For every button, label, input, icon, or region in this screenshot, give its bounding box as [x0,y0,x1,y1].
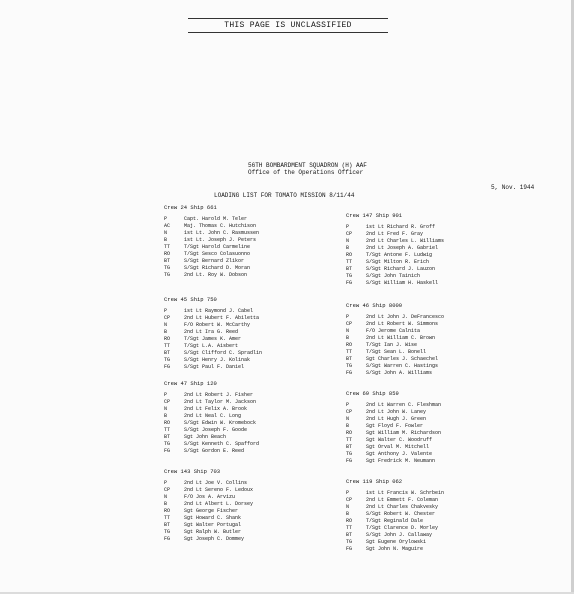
crew-position: RO [164,251,171,257]
crew-position: TT [164,427,171,433]
crew-position: FG [346,546,353,552]
crew-member-row [346,430,526,437]
crew-position: TG [164,441,171,447]
crew-heading: Crew 147 Ship 901 [346,212,403,219]
crew-name: F/O Jos A. Arvizu [184,494,236,500]
crew-position: BT [346,444,353,450]
crew-name: Sgt John N. Maguire [366,546,424,552]
crew-member-row [164,529,334,536]
crew-position: N [346,504,350,510]
crew-member-row [164,322,334,329]
crew-name: Sgt Howard C. Shank [184,515,242,521]
crew-name: S/Sgt John A. Williams [366,370,433,376]
crew-position: FG [164,448,171,454]
crew-name: 2nd Lt Fred F. Gray [366,231,424,237]
crew-position: P [346,402,350,408]
crew-member-row [346,518,526,525]
crew-position: N [164,406,168,412]
crew-member-row [346,437,526,444]
crew-name: S/Sgt Bernard Zlikor [184,258,245,264]
crew-name: Sgt Fredrick M. Neumann [366,458,436,464]
office-line: Office of the Operations Officer [248,169,364,176]
crew-position: BT [164,522,171,528]
banner-bottom-rule [188,32,388,33]
crew-member-row [164,216,334,223]
crew-name: 2nd Lt Robert W. Simmons [366,321,439,327]
crew-member-row [164,237,334,244]
crew-member-row [346,280,526,287]
crew-name: 2nd Lt Albert L. Dorsey [184,501,254,507]
crew-name: 2nd Lt Joseph A. Gabriel [366,245,439,251]
crew-block [164,204,334,279]
crew-name: 2nd Lt Taylor M. Jackson [184,399,257,405]
crew-name: S/Sgt Clifford C. Spradlin [184,350,263,356]
crew-position: N [164,322,168,328]
crew-position: BT [346,356,353,362]
crew-position: N [164,230,168,236]
crew-member-row [164,515,334,522]
crew-position: BT [346,266,353,272]
crew-position: TT [346,525,353,531]
crew-name: T/Sgt Antone F. Ludwig [366,252,433,258]
crew-member-row [346,409,526,416]
crew-member-row [346,511,526,518]
crew-block [164,296,334,371]
crew-name: 2nd Lt Sereno F. Ledoux [184,487,254,493]
crew-name: 2nd Lt Emmett F. Coleman [366,497,439,503]
crew-name: T/Sgt Sean L. Bonell [366,349,427,355]
crew-member-row [346,224,526,231]
crew-position: TT [346,349,353,355]
crew-name: 2nd Lt Neal C. Long [184,413,242,419]
crew-position: P [164,216,168,222]
crew-member-row [164,487,334,494]
crew-member-row [164,501,334,508]
crew-position: RO [346,518,353,524]
crew-member-row [164,441,334,448]
crew-position: B [164,413,168,419]
crew-block [346,302,526,377]
crew-member-row [164,357,334,364]
crew-member-row [164,364,334,371]
crew-heading: Crew 143 Ship 703 [164,468,221,475]
crew-name: S/Sgt Joseph F. Goode [184,427,248,433]
crew-name: S/Sgt Edwin W. Kromebock [184,420,257,426]
crew-name: Sgt Charles J. Schaechel [366,356,439,362]
crew-position: TT [164,244,171,250]
crew-name: S/Sgt Milton R. Erich [366,259,430,265]
crew-name: 1st Lt. Joseph J. Peters [184,237,257,243]
crew-name: Sgt Walter Portugal [184,522,242,528]
crew-member-row [346,416,526,423]
crew-position: N [164,494,168,500]
crew-position: FG [346,370,353,376]
crew-position: FG [346,458,353,464]
crew-position: BT [346,532,353,538]
crew-name: S/Sgt Robert W. Chester [366,511,436,517]
crew-member-row [164,329,334,336]
crew-name: 1st Lt. John C. Rasmussen [184,230,260,236]
crew-name: Sgt Anthony J. Valente [366,451,433,457]
crew-position: RO [346,342,353,348]
crew-position: CP [346,497,353,503]
crew-position: TT [346,437,353,443]
crew-member-row [164,315,334,322]
crew-member-row [346,321,526,328]
crew-position: RO [164,420,171,426]
crew-member-row [164,308,334,315]
crew-member-row [346,451,526,458]
crew-name: T/Sgt Harold Carmeline [184,244,251,250]
crew-position: BT [164,258,171,264]
document-title: LOADING LIST FOR TOMATO MISSION 8/11/44 [214,192,355,199]
crew-member-row [164,258,334,265]
crew-position: P [164,392,168,398]
crew-member-row [164,336,334,343]
crew-name: Sgt Ralph W. Butler [184,529,242,535]
crew-name: 1st Lt Raymond J. Cabel [184,308,254,314]
crew-member-row [164,343,334,350]
banner-top-rule [188,18,388,19]
crew-member-row [164,230,334,237]
crew-position: RO [164,508,171,514]
crew-name: S/Sgt William H. Haskell [366,280,439,286]
crew-name: 2nd Lt John W. Laney [366,409,427,415]
crew-name: T/Sgt Sesco Colasuonno [184,251,251,257]
crew-position: TG [164,265,171,271]
crew-member-row [346,328,526,335]
crew-member-row [164,448,334,455]
crew-name: 2nd Lt Hugh J. Green [366,416,427,422]
crew-position: B [164,501,168,507]
crew-name: 1st Lt Richard R. Groff [366,224,436,230]
crew-position: FG [164,364,171,370]
crew-member-row [346,231,526,238]
crew-member-row [346,245,526,252]
crew-name: T/Sgt Clarence D. Morley [366,525,439,531]
crew-position: TG [346,539,353,545]
crew-name: 2nd Lt William C. Brown [366,335,436,341]
crew-name: T/Sgt Reginald Dale [366,518,424,524]
crew-heading: Crew 69 Ship 859 [346,390,399,397]
crew-member-row [346,238,526,245]
crew-position: P [346,224,350,230]
crew-position: CP [164,399,171,405]
crew-name: 2nd Lt Robert J. Fisher [184,392,254,398]
crew-position: P [164,480,168,486]
crew-member-row [346,497,526,504]
crew-position: RO [164,336,171,342]
crew-member-row [346,349,526,356]
crew-member-row [346,525,526,532]
crew-name: 2nd Lt Joe V. Collins [184,480,248,486]
crew-member-row [164,399,334,406]
crew-position: N [346,328,350,334]
crew-position: B [346,423,350,429]
crew-block [164,380,334,455]
crew-name: 2nd Lt Charles L. Williams [366,238,445,244]
crew-position: FG [164,536,171,542]
crew-position: B [164,237,168,243]
crew-block [346,212,526,287]
crew-name: S/Sgt Paul F. Daniel [184,364,245,370]
crew-name: F/O Robert W. McCarthy [184,322,251,328]
crew-position: TT [164,343,171,349]
crew-member-row [346,539,526,546]
banner-text: THIS PAGE IS UNCLASSIFIED [224,21,352,30]
crew-member-row [346,335,526,342]
crew-name: Sgt Floyd F. Fowler [366,423,424,429]
crew-heading: Crew 119 Ship 062 [346,478,403,485]
crew-member-row [346,266,526,273]
crew-name: 2nd Lt Warren C. Fleshman [366,402,442,408]
crew-position: CP [346,321,353,327]
crew-position: P [164,308,168,314]
crew-member-row [346,342,526,349]
crew-member-row [164,350,334,357]
crew-member-row [346,252,526,259]
crew-name: T/Sgt James K. Amer [184,336,242,342]
crew-member-row [164,420,334,427]
crew-name: S/Sgt Richard J. Lauzon [366,266,436,272]
crew-name: 2nd Lt Ira G. Reed [184,329,239,335]
crew-block [346,478,526,553]
crew-name: Maj. Thomas C. Hutchison [184,223,257,229]
crew-name: S/Sgt Henry J. Kolinak [184,357,251,363]
crew-position: P [346,490,350,496]
crew-position: CP [164,487,171,493]
crew-member-row [346,490,526,497]
crew-position: BT [164,434,171,440]
crew-name: S/Sgt Gordon E. Reed [184,448,245,454]
crew-name: 2nd Lt. Roy W. Dobson [184,272,248,278]
crew-name: Sgt Joseph C. Dommey [184,536,245,542]
crew-heading: Crew 45 Ship 750 [164,296,217,303]
crew-position: RO [346,430,353,436]
crew-name: T/Sgt Ian J. Wise [366,342,418,348]
crew-member-row [164,251,334,258]
crew-position: RO [346,252,353,258]
crew-position: B [346,335,350,341]
crew-heading: Crew 46 Ship 8000 [346,302,403,309]
crew-position: B [164,329,168,335]
crew-position: CP [346,231,353,237]
crew-name: S/Sgt John J. Callaway [366,532,433,538]
crew-member-row [164,427,334,434]
crew-member-row [346,259,526,266]
date-line: 5, Nov. 1944 [491,184,535,191]
classification-banner [188,10,388,40]
crew-position: N [346,238,350,244]
crew-position: TG [164,272,171,278]
crew-member-row [164,522,334,529]
crew-member-row [164,494,334,501]
crew-name: Sgt Orval M. Mitchell [366,444,430,450]
crew-member-row [164,480,334,487]
crew-position: TT [164,515,171,521]
crew-member-row [164,413,334,420]
crew-position: TG [164,357,171,363]
crew-position: AC [164,223,171,229]
crew-name: 2nd Lt John J. DeFrancesco [366,314,445,320]
crew-heading: Crew 47 Ship 120 [164,380,217,387]
crew-name: 1st Lt Francis W. Schrbein [366,490,445,496]
crew-name: 2nd Lt Charles Chakvesky [366,504,439,510]
crew-member-row [164,508,334,515]
crew-position: N [346,416,350,422]
crew-position: CP [346,409,353,415]
crew-position: B [346,511,350,517]
crew-name: F/O Jerome Calnita [366,328,421,334]
crew-member-row [346,504,526,511]
crew-block [346,390,526,465]
crew-position: TG [346,363,353,369]
crew-block [164,468,334,543]
crew-member-row [164,272,334,279]
crew-name: S/Sgt Warren C. Hastings [366,363,439,369]
crew-member-row [346,444,526,451]
crew-member-row [346,423,526,430]
crew-member-row [346,402,526,409]
crew-member-row [346,458,526,465]
crew-position: TT [346,259,353,265]
crew-member-row [346,546,526,553]
crew-name: Sgt John Beach [184,434,227,440]
crew-heading: Crew 24 Ship 661 [164,204,217,211]
crew-member-row [346,273,526,280]
crew-name: Capt. Harold M. Teler [184,216,248,222]
crew-member-row [164,536,334,543]
crew-position: P [346,314,350,320]
crew-member-row [346,314,526,321]
crew-member-row [346,356,526,363]
crew-name: Sgt Eugene Orylowski [366,539,427,545]
crew-position: TG [164,529,171,535]
crew-name: Sgt Walter C. Woodruff [366,437,433,443]
crew-name: T/Sgt L.A. Aisbert [184,343,239,349]
crew-name: 2nd Lt Felix A. Brook [184,406,248,412]
crew-name: S/Sgt Richard D. Moran [184,265,251,271]
crew-name: S/Sgt Kenneth C. Spafford [184,441,260,447]
crew-name: Sgt William M. Richardson [366,430,442,436]
crew-name: 2nd Lt Hubert F. Abiletta [184,315,260,321]
crew-position: FG [346,280,353,286]
crew-position: B [346,245,350,251]
crew-member-row [164,392,334,399]
crew-name: Sgt George Fischer [184,508,239,514]
crew-position: BT [164,350,171,356]
crew-position: TG [346,451,353,457]
org-line: 56TH BOMBARDMENT SQUADRON (H) AAF [248,162,367,169]
crew-member-row [164,434,334,441]
crew-member-row [164,223,334,230]
crew-name: S/Sgt John Tainich [366,273,421,279]
crew-member-row [346,363,526,370]
crew-member-row [164,244,334,251]
crew-position: TG [346,273,353,279]
crew-member-row [164,265,334,272]
crew-member-row [346,370,526,377]
crew-position: CP [164,315,171,321]
crew-member-row [346,532,526,539]
crew-member-row [164,406,334,413]
